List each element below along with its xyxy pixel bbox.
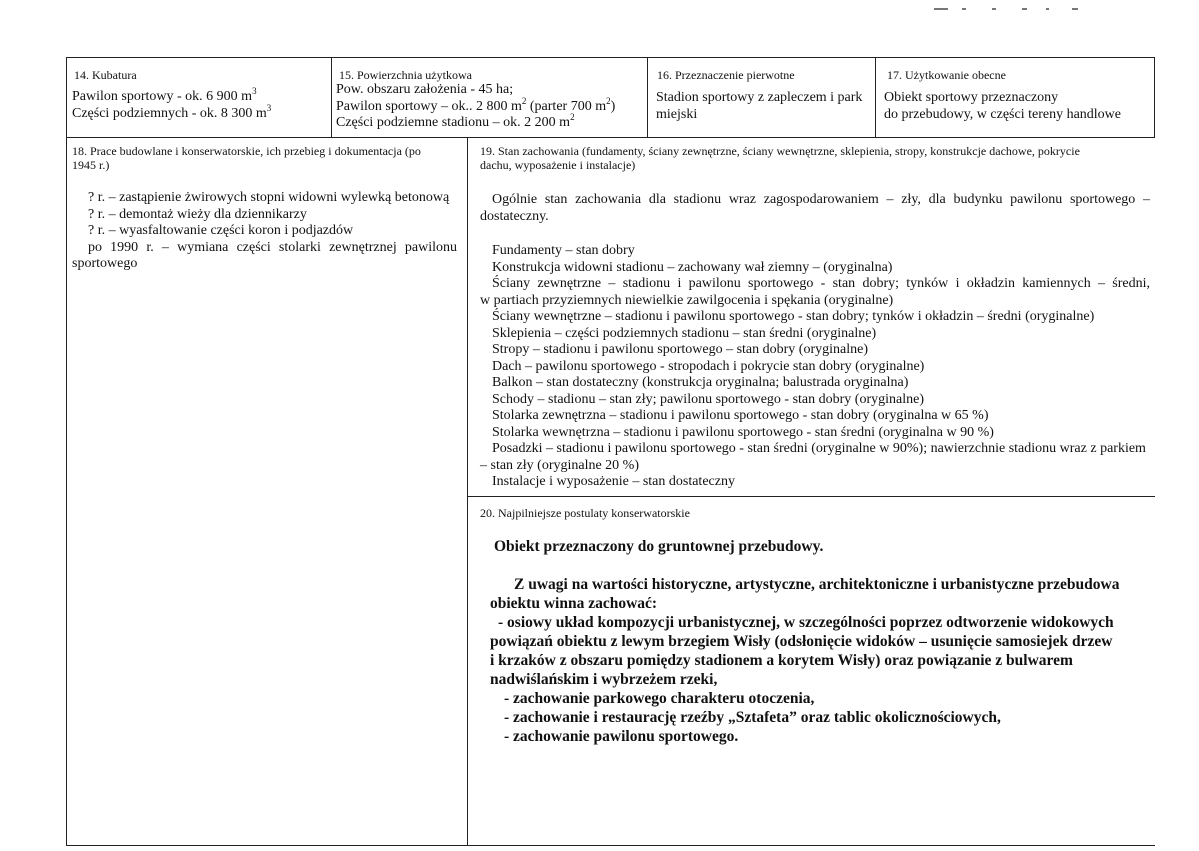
field-15-powierzchnia xyxy=(332,58,648,138)
field-title: 19. Stan zachowania (fundamenty, ściany zewnętrzne, ściany wewnętrzne, sklepienia, stropy, konstrukcje dachowe, pokrycie xyxy=(480,144,1080,158)
field-14-kubatura xyxy=(67,58,332,138)
condition-item: Balkon – stan dostateczny (konstrukcja oryginalna; balustrada oryginalna) xyxy=(492,375,909,390)
field-title: 17. Użytkowanie obecne xyxy=(887,68,1006,82)
field-line: Pawilon sportowy – ok.. 2 800 $m^2$ (parter 700 $m^2$) xyxy=(336,95,616,114)
field-line: miejski xyxy=(656,106,698,122)
field-title: 18. Prace budowlane i konserwatorskie, ich przebieg i dokumentacja (po xyxy=(72,144,421,158)
condition-item: Posadzki – stadionu i pawilonu sportowego - stan średni (oryginalne w 90%); nawierzchnie stadionu wraz z parkiem xyxy=(492,441,1146,456)
field-title: 14. Kubatura xyxy=(74,68,137,82)
condition-item: Sklepienia – części podziemnych stadionu – stan średni (oryginalne) xyxy=(492,325,877,341)
record-card xyxy=(66,57,1155,846)
condition-item: Stolarka wewnętrzna – stadionu i pawilonu sportowego - stan średni (oryginalna w 90 %) xyxy=(492,424,994,440)
postulate-item: - zachowanie i restaurację rzeźby „Sztafeta” oraz tablic okolicznościowych, xyxy=(504,709,1001,726)
field-title: 16. Przeznaczenie pierwotne xyxy=(657,68,795,82)
condition-item: w partiach przyziemnych niewielkie zawilgocenia i spękania (oryginalne) xyxy=(480,292,894,308)
list-item: ? r. – wyasfaltowanie części koron i podjazdów xyxy=(88,223,354,238)
field-title: 1945 r.) xyxy=(72,158,110,172)
field-line: Części podziemnych - ok. 8 300 $m^3$ xyxy=(72,102,272,121)
field-title: dachu, wyposażenie i instalacje) xyxy=(480,158,636,172)
list-item: po 1990 r. – wymiana części stolarki zewnętrznej pawilonu xyxy=(88,239,457,255)
list-item: ? r. – zastąpienie żwirowych stopni widowni wylewką betonową xyxy=(88,190,450,205)
postulate-item: - osiowy układ kompozycji urbanistycznej, w szczególności poprzez odtworzenie widokowych xyxy=(498,614,1114,631)
postulate-item: Z uwagi na wartości historyczne, artystyczne, architektoniczne i urbanistyczne przebudowa xyxy=(514,576,1120,593)
headline: Obiekt przeznaczony do gruntownej przebudowy. xyxy=(494,538,824,555)
field-line: Części podziemne stadionu – ok. 2 200 $m^2$ xyxy=(336,112,575,130)
field-line: Obiekt sportowy przeznaczony xyxy=(884,90,1059,105)
field-line: Pawilon sportowy - ok. 6 900 $m^3$ xyxy=(72,86,257,104)
condition-item: Stropy – stadionu i pawilonu sportowego – stan dobry (oryginalne) xyxy=(492,342,869,357)
field-20-postulaty xyxy=(468,497,1155,846)
postulate-item: - zachowanie pawilonu sportowego. xyxy=(504,728,739,745)
field-title: 20. Najpilniejsze postulaty konserwatorskie xyxy=(480,506,690,520)
condition-item: – stan zły (oryginalne 20 %) xyxy=(480,457,640,473)
postulate-item: - zachowanie parkowego charakteru otoczenia, xyxy=(504,690,815,707)
field-line: Stadion sportowy z zapleczem i park xyxy=(656,90,863,105)
condition-item: Dach – pawilonu sportowego - stropodach i pokrycie stan dobry (oryginalne) xyxy=(492,358,925,374)
condition-item: Instalacje i wyposażenie – stan dostateczny xyxy=(492,474,735,489)
postulate-item: nadwiślańskim i wybrzeżem rzeki, xyxy=(490,671,718,688)
postulate-item: powiązań obiektu z lewym brzegiem Wisły (odsłonięcie widoków – usunięcie samosiejek drzew xyxy=(490,633,1113,650)
field-title: 15. Powierzchnia użytkowa xyxy=(339,68,472,82)
postulate-item: i krzaków z obszaru pomiędzy stadionem a korytem Wisły) oraz powiązanie z bulwarem xyxy=(490,652,1073,669)
field-18-prace-budowlane xyxy=(67,138,468,846)
general-condition: Ogólnie stan zachowania dla stadionu wraz zagospodarowaniem – zły, dla budynku pawilonu sportowego – xyxy=(492,192,1150,207)
field-line: do przebudowy, w części tereny handlowe xyxy=(884,106,1122,122)
field-17-uzytkowanie xyxy=(876,58,1155,138)
condition-item: Stolarka zewnętrzna – stadionu i pawilonu sportowego - stan dobry (oryginalna w 65 %) xyxy=(492,408,989,423)
postulate-item: obiektu winna zachować: xyxy=(490,595,658,612)
condition-item: Konstrukcja widowni stadionu – zachowany wał ziemny – (oryginalna) xyxy=(492,259,893,275)
condition-item: Schody – stadionu – stan zły; pawilonu sportowego - stan dobry (oryginalne) xyxy=(492,391,924,407)
condition-item: Ściany wewnętrzne – stadionu i pawilonu sportowego - stan dobry; tynków i okładzin – średni (oryginalne) xyxy=(492,309,1095,324)
condition-item: Fundamenty – stan dobry xyxy=(492,243,635,258)
list-item-continued: sportowego xyxy=(72,256,138,271)
general-condition-continued: dostateczny. xyxy=(480,208,549,224)
field-line: Pow. obszaru założenia - 45 ha; xyxy=(336,82,514,97)
field-19-stan-zachowania xyxy=(468,138,1155,497)
list-item: ? r. – demontaż wieży dla dziennikarzy xyxy=(88,206,307,222)
scan-marks xyxy=(0,0,1199,14)
field-16-przeznaczenie xyxy=(648,58,876,138)
condition-item: Ściany zewnętrzne – stadionu i pawilonu sportowego - stan dobry; tynków i okładzin kamiennych – średni, xyxy=(492,276,1150,291)
